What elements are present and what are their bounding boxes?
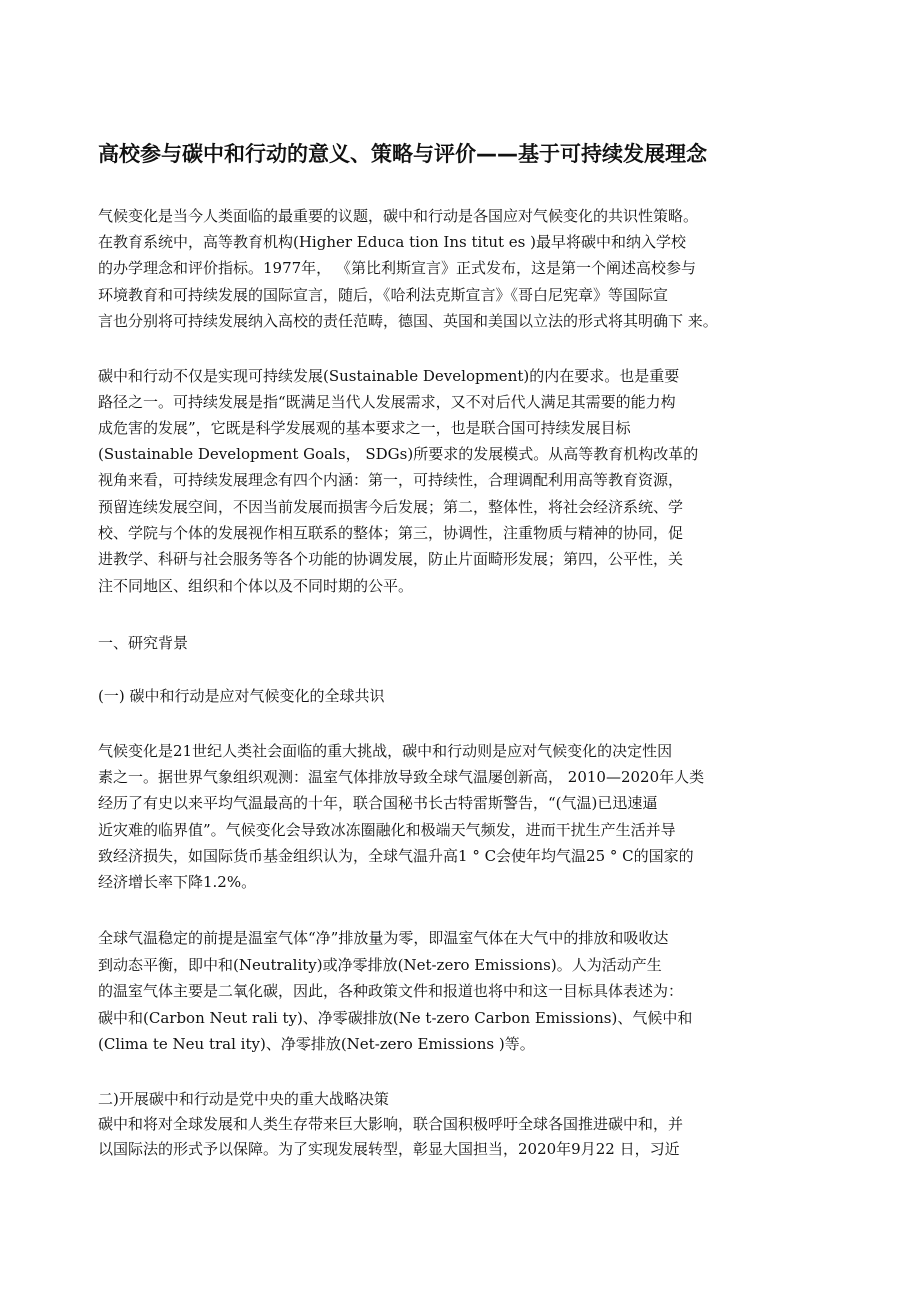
paragraph-line: 素之一。据世界气象组织观测：温室气体排放导致全球气温屡创新高， 2010—2020年人类 xyxy=(98,768,705,786)
paragraph-line: 的办学理念和评价指标。1977年， 《第比利斯宣言》正式发布，这是第一个阐述高校参与 xyxy=(98,259,696,277)
paragraph-line: 碳中和行动不仅是实现可持续发展(Sustainable Development)的内在要求。也是重要 xyxy=(98,367,680,385)
paragraph-line: 致经济损失，如国际货币基金组织认为，全球气温升高1 ° C会使年均气温25 ° C的国家的 xyxy=(98,847,694,865)
paragraph-line: 视角来看，可持续发展理念有四个内涵：第一，可持续性，合理调配利用高等教育资源， xyxy=(98,471,684,489)
paragraph-line: 全球气温稳定的前提是温室气体“净”排放量为零，即温室气体在大气中的排放和吸收达 xyxy=(98,929,669,947)
subsection-heading: (一) 碳中和行动是应对气候变化的全球共识 xyxy=(98,687,385,705)
section-heading: 一、研究背景 xyxy=(98,634,189,652)
paragraph-line: 路径之一。可持续发展是指“既满足当代人发展需求，又不对后代人满足其需要的能力构 xyxy=(98,393,676,411)
paragraph-line: 的温室气体主要是二氧化碳，因此，各种政策文件和报道也将中和这一目标具体表述为： xyxy=(98,982,684,1000)
subsection-heading: 二)开展碳中和行动是党中央的重大战略决策 xyxy=(98,1090,389,1108)
paragraph-line: 注不同地区、组织和个体以及不同时期的公平。 xyxy=(98,577,414,595)
paragraph-line: (Sustainable Development Goals， SDGs)所要求的发展模式。从高等教育机构改革的 xyxy=(98,445,699,463)
document-title: 高校参与碳中和行动的意义、策略与评价——基于可持续发展理念 xyxy=(98,142,707,166)
paragraph-line: 言也分别将可持续发展纳入高校的责任范畴，德国、英国和美国以立法的形式将其明确下 来。 xyxy=(98,312,718,330)
paragraph-line: 环境教育和可持续发展的国际宣言，随后，《哈利法克斯宣言》《哥白尼宪章》等国际宣 xyxy=(98,286,669,304)
paragraph-line: 经历了有史以来平均气温最高的十年，联合国秘书长古特雷斯警告，“(气温)已迅速逼 xyxy=(98,794,658,812)
paragraph-line: 到动态平衡，即中和(Neutrality)或净零排放(Net-zero Emissions)。人为活动产生 xyxy=(98,956,662,974)
paragraph-line: 成危害的发展”，它既是科学发展观的基本要求之一，也是联合国可持续发展目标 xyxy=(98,419,631,437)
paragraph-line: 气候变化是当今人类面临的最重要的议题，碳中和行动是各国应对气候变化的共识性策略。 xyxy=(98,207,699,225)
paragraph-line: 在教育系统中，高等教育机构(Higher Educa tion Ins titut es )最早将碳中和纳入学校 xyxy=(98,233,686,251)
paragraph-line: 碳中和(Carbon Neut rali ty)、净零碳排放(Ne t-zero Carbon Emissions)、气候中和 xyxy=(98,1009,693,1027)
paragraph-line: 进教学、科研与社会服务等各个功能的协调发展，防止片面畸形发展；第四，公平性，关 xyxy=(98,550,684,568)
paragraph-line: 近灾难的临界值”。气候变化会导致冰冻圈融化和极端天气频发，进而干扰生产生活并导 xyxy=(98,821,676,839)
paragraph-line: (Clima te Neu tral ity)、净零排放(Net-zero Emissions )等。 xyxy=(98,1035,535,1053)
paragraph-line: 碳中和将对全球发展和人类生存带来巨大影响，联合国积极呼吁全球各国推进碳中和，并 xyxy=(98,1115,684,1133)
paragraph-line: 校、学院与个体的发展视作相互联系的整体；第三，协调性，注重物质与精神的协同，促 xyxy=(98,524,684,542)
paragraph-line: 经济增长率下降1.2%。 xyxy=(98,873,257,891)
paragraph-line: 以国际法的形式予以保障。为了实现发展转型，彰显大国担当，2020年9月22 日，习近 xyxy=(98,1140,680,1158)
paragraph-line: 预留连续发展空间，不因当前发展而损害今后发展；第二，整体性，将社会经济系统、学 xyxy=(98,498,684,516)
paragraph-line: 气候变化是21世纪人类社会面临的重大挑战，碳中和行动则是应对气候变化的决定性因 xyxy=(98,742,673,760)
